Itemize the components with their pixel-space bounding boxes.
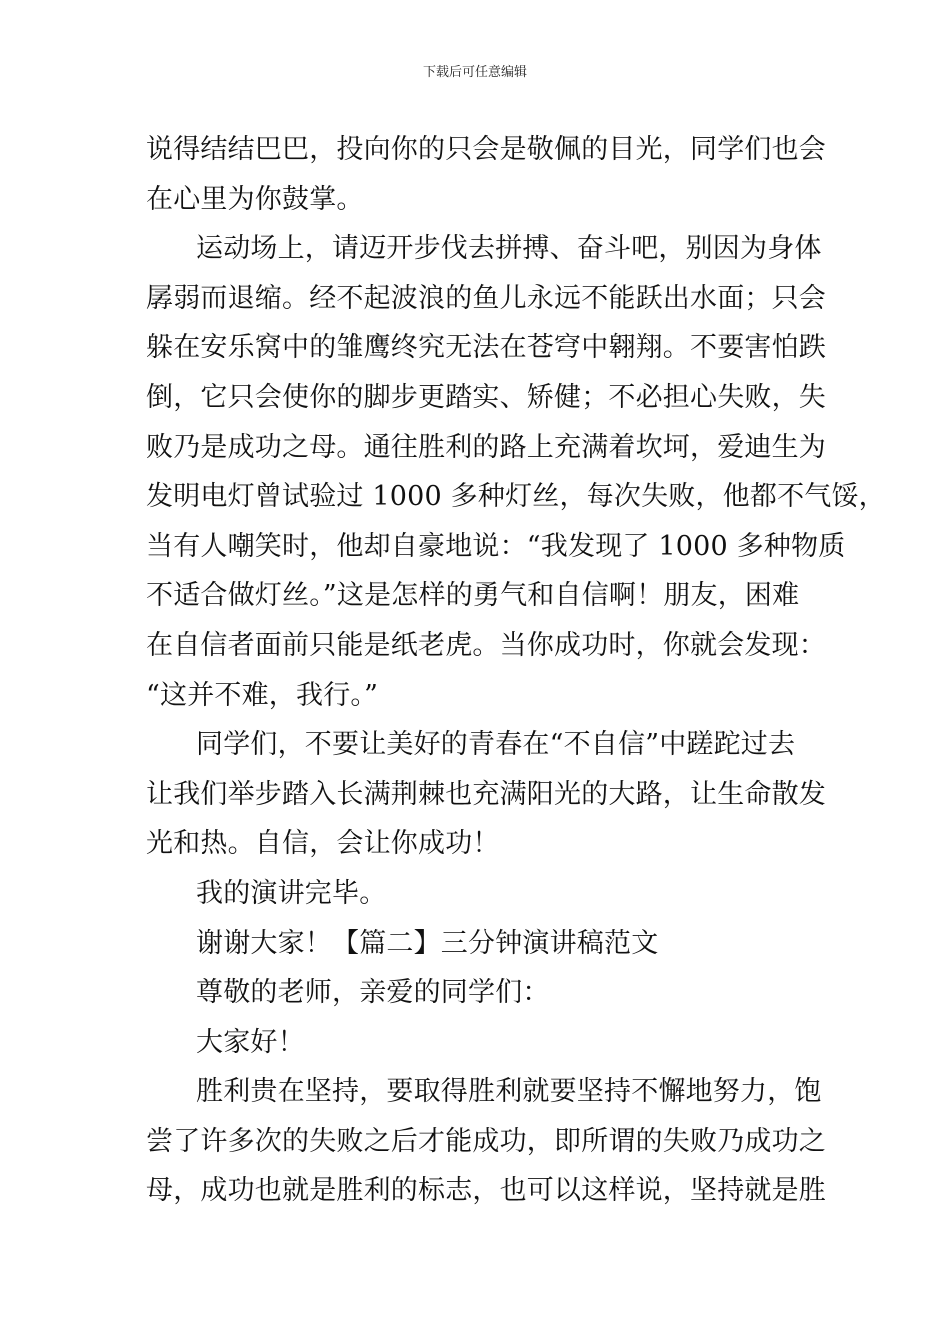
page-header: 下载后可任意编辑 [422,65,527,80]
text-line: 运动场上，请迈开步伐去拼搏、奋斗吧，别因为身体 [196,233,822,265]
text-line: 尊敬的老师，亲爱的同学们： [196,977,550,1009]
text-line: 同学们，不要让美好的青春在“不自信”中蹉跎过去 [196,729,796,761]
text-line: 母，成功也就是胜利的标志，也可以这样说，坚持就是胜 [146,1175,826,1207]
text-line: 大家好！ [196,1026,305,1058]
text-line: 发明电灯曾试验过 1000 多种灯丝，每次失败，他都不气馁， [146,481,886,513]
text-line: 胜利贵在坚持，要取得胜利就要坚持不懈地努力，饱 [196,1076,822,1108]
text-line: 我的演讲完毕。 [196,877,387,909]
body-text [146,125,886,1216]
text-line: 让我们举步踏入长满荆棘也充满阳光的大路，让生命散发 [146,778,826,810]
text-line: 尝了许多次的失败之后才能成功，即所谓的失败乃成功之 [146,1125,826,1157]
text-line: 孱弱而退缩。经不起波浪的鱼儿永远不能跃出水面；只会 [146,282,826,314]
text-line: 不适合做灯丝。”这是怎样的勇气和自信啊！朋友，困难 [146,580,800,612]
text-line: 说得结结巴巴，投向你的只会是敬佩的目光，同学们也会 [146,134,826,165]
text-line: 躲在安乐窝中的雏鹰终究无法在苍穹中翱翔。不要害怕跌 [146,332,826,364]
text-line: 败乃是成功之母。通往胜利的路上充满着坎坷，爱迪生为 [146,431,826,463]
text-line: 谢谢大家！【篇二】三分钟演讲稿范文 [196,927,659,959]
text-line: 倒，它只会使你的脚步更踏实、矫健；不必担心失败，失 [146,381,826,413]
text-line: 当有人嘲笑时，他却自豪地说：“我发现了 1000 多种物质 [146,530,846,562]
text-line: 光和热。自信，会让你成功！ [146,828,500,860]
text-line: 在心里为你鼓掌。 [146,183,364,215]
text-line: 在自信者面前只能是纸老虎。当你成功时，你就会发现： [146,629,826,661]
text-line: “这并不难，我行。” [146,679,379,711]
